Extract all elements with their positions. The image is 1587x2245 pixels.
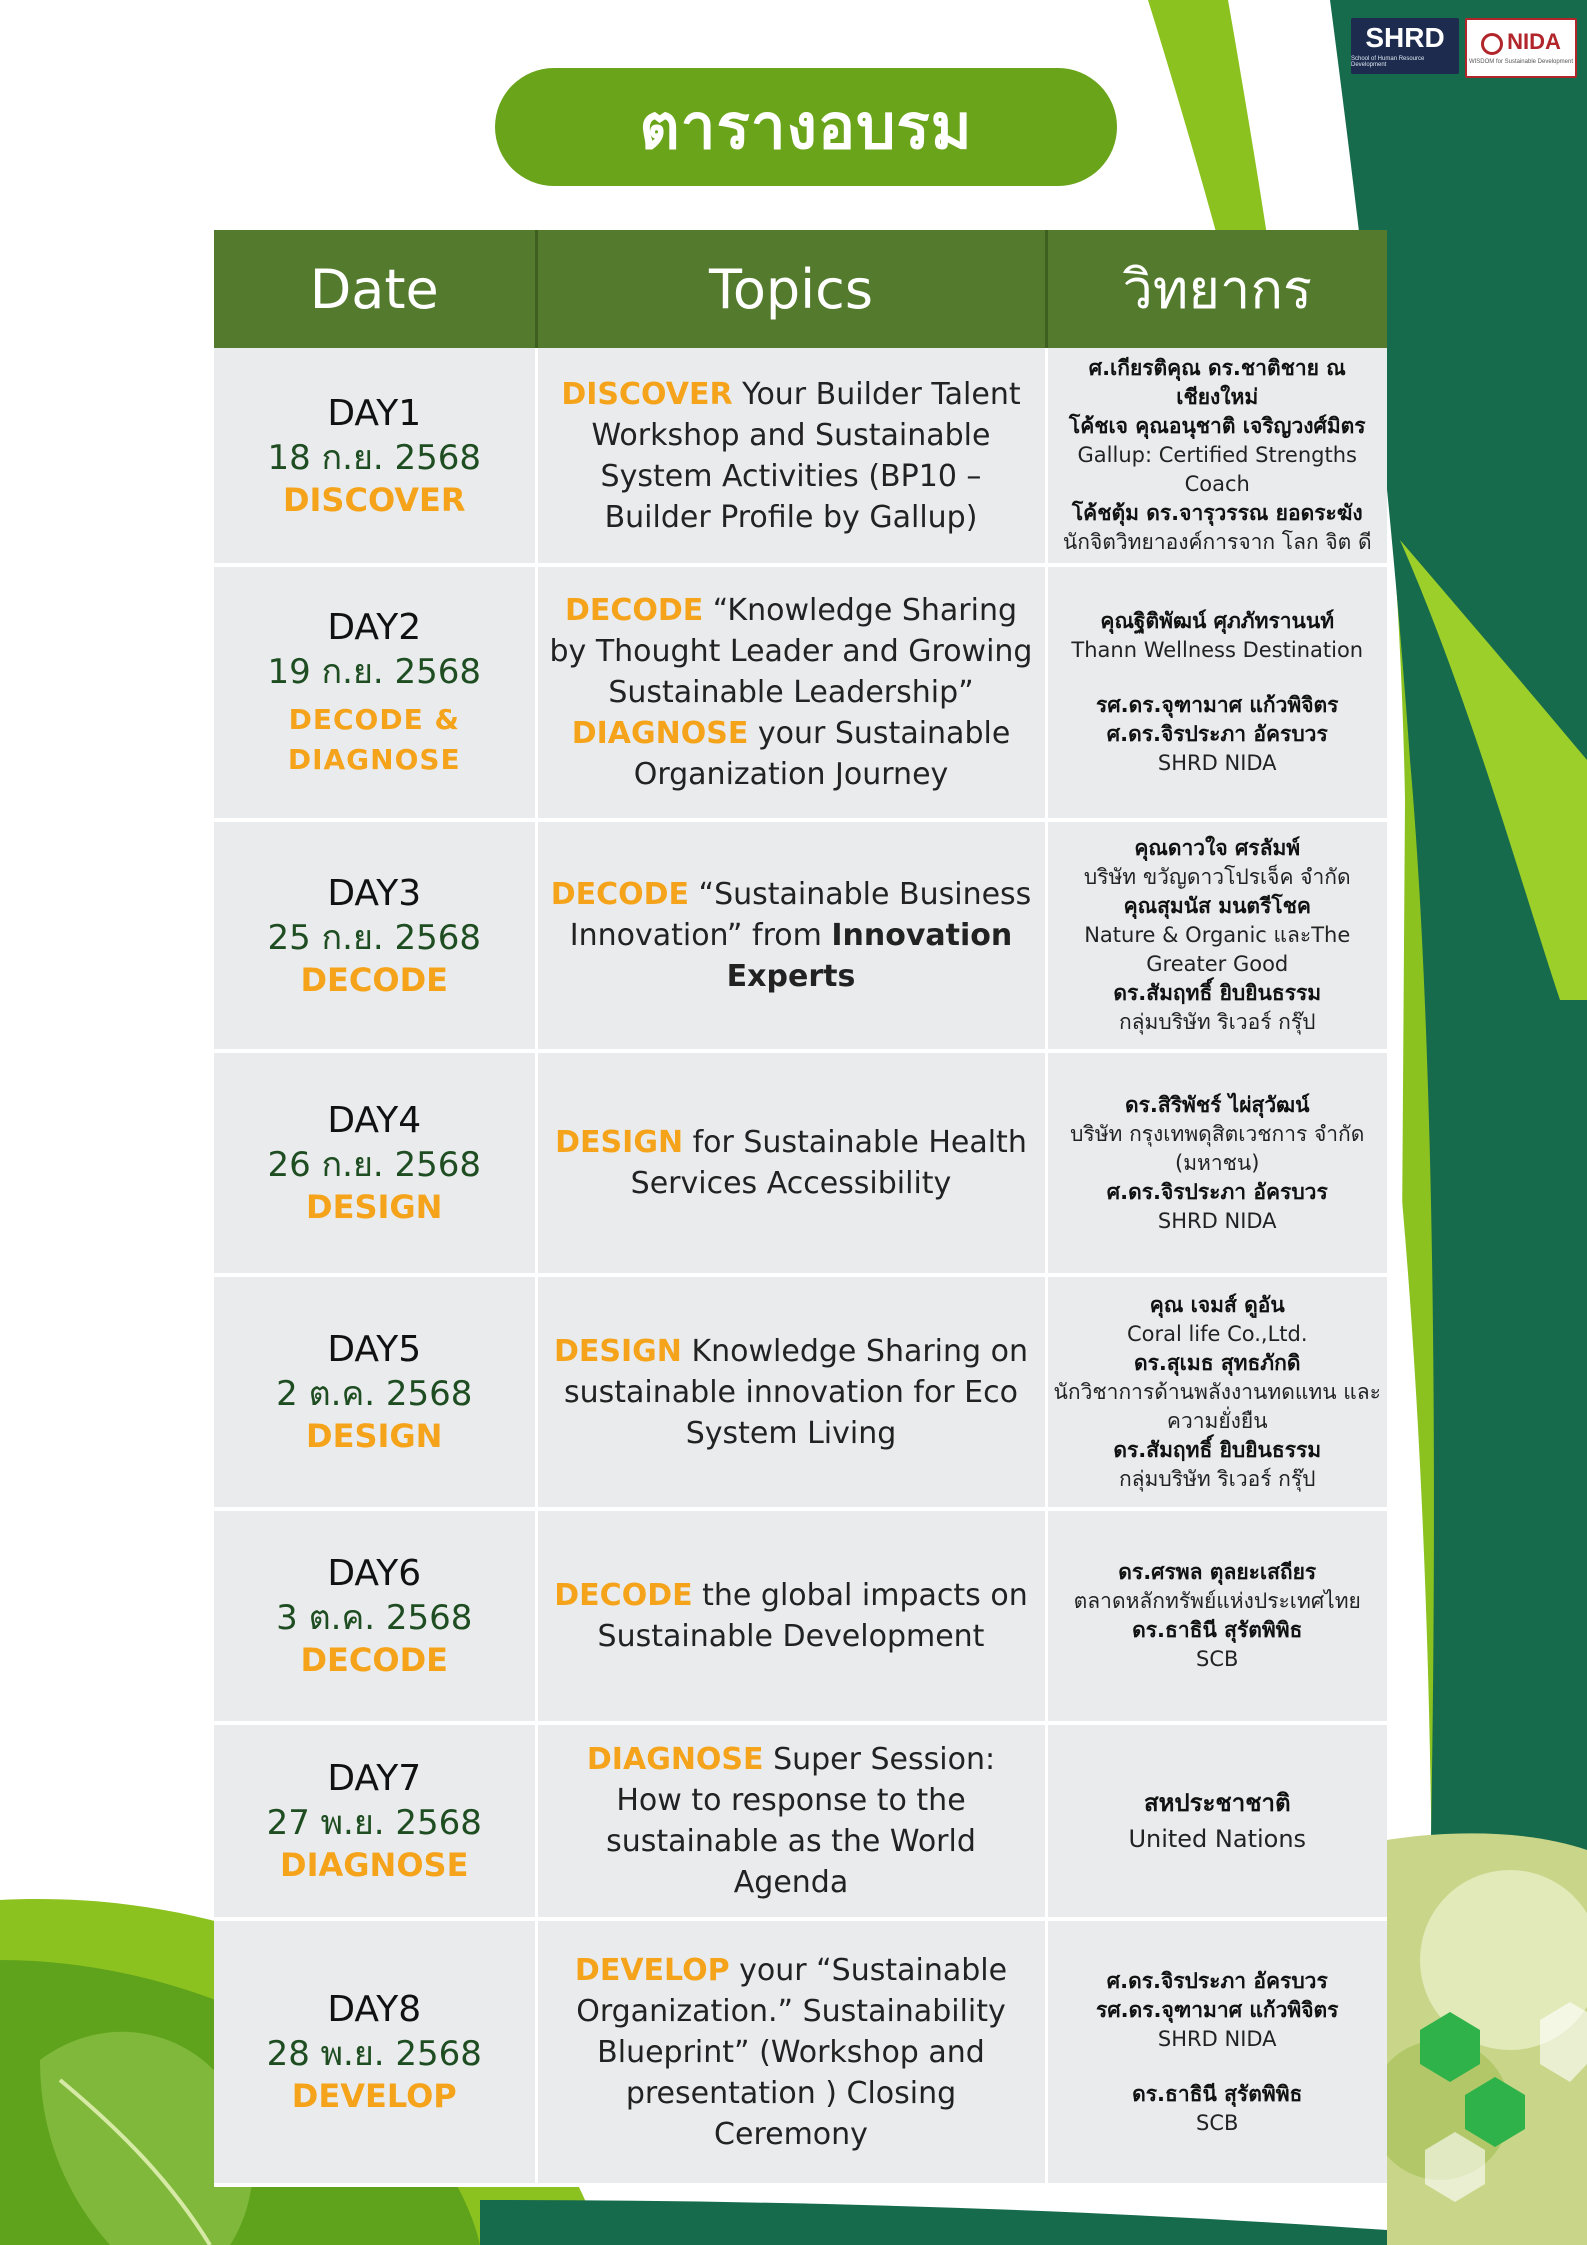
day-label: DAY5 [327,1329,422,1370]
date-cell [214,1919,536,2185]
speaker-affiliation: SHRD NIDA [1157,751,1277,775]
day-date: 27 พ.ย. 2568 [266,1803,482,1843]
header-speakers: วิทยากร [1046,230,1387,348]
speaker-affiliation: กลุ่มบริษัท ริเวอร์ กรุ๊ป [1118,1010,1316,1034]
topic-segment: Knowledge Sharing on sustainable innovation for Eco System Living [564,1333,1028,1451]
topic-cell [536,1509,1046,1723]
topic-text [550,374,1033,538]
speaker-name: โค้ชเจ คุณอนุชาติ เจริญวงศ์มิตร [1068,414,1366,438]
day-label: DAY1 [327,392,422,434]
dark-green-bottom [480,2200,1387,2245]
day-date: 3 ต.ค. 2568 [276,1598,473,1638]
day-phase: DESIGN [306,1417,443,1455]
speaker-name: รศ.ดร.จุฑามาศ แก้วพิจิตร [1096,1997,1339,2022]
topic-segment: Innovation Experts [726,918,1013,994]
day-phase: DESIGN [306,1188,443,1226]
topic-cell [536,565,1046,820]
date-cell [214,1051,536,1275]
speaker-affiliation: Thann Wellness Destination [1071,638,1364,662]
page-title: ตารางอบรม [495,68,1117,186]
topic-text [550,1122,1033,1204]
speaker-affiliation: Nature & Organic และThe Greater Good [1084,923,1351,976]
day-label: DAY2 [327,606,422,648]
speaker-affiliation: SCB [1196,1647,1239,1671]
topic-text [550,1950,1033,2155]
speakers-cell [1046,1723,1387,1919]
day-label: DAY7 [327,1758,422,1799]
day-phase: DECODE [300,960,449,999]
speaker-name: คุณ เจมส์ ดูอัน [1149,1292,1285,1317]
topic-keyword: DISCOVER [561,376,733,412]
header-topics: Topics [536,230,1046,348]
speakers-cell [1046,1051,1387,1275]
table-row [214,1509,1387,1723]
day-date: 26 ก.ย. 2568 [267,1145,482,1185]
topic-keyword: DECODE [554,1578,693,1613]
speaker-name: ศ.ดร.จิรประภา อัครบวร [1106,1179,1328,1204]
speaker-name: ดร.สัมฤทธิ์ ยิบยินธรรม [1113,1437,1322,1462]
speakers-cell [1046,348,1387,565]
nida-seal-icon [1481,33,1503,55]
nida-logo-text: NIDA [1507,29,1561,55]
topic-cell [536,348,1046,565]
topic-cell [536,1275,1046,1509]
speaker-name: ดร.ธาธินี สุรัตพิพิธ [1132,2081,1303,2106]
header-date: Date [214,230,536,348]
schedule-body [214,348,1387,2185]
speakers-cell [1046,1919,1387,2185]
day-phase: DECODE [300,1641,449,1679]
table-row [214,1275,1387,1509]
speaker-name: คุณดาวใจ ศรลัมพ์ [1134,836,1301,860]
speaker-name: สหประชาชาติ [1143,1789,1291,1817]
topic-keyword: DIAGNOSE [586,1742,764,1777]
day-date: 28 พ.ย. 2568 [266,2034,482,2074]
date-cell [214,820,536,1051]
topic-keyword: DECODE [564,593,704,628]
day-date: 19 ก.ย. 2568 [267,651,482,692]
date-cell [214,348,536,565]
topic-keyword: DIAGNOSE [571,716,749,751]
speakers-cell [1046,820,1387,1051]
table-row [214,348,1387,565]
table-row [214,1723,1387,1919]
day-phase: DIAGNOSE [280,1846,469,1884]
day-date: 18 ก.ย. 2568 [267,437,482,478]
shrd-logo-text: SHRD [1365,22,1445,53]
speaker-name: ศ.ดร.จิรประภา อัครบวร [1106,722,1328,746]
table-row [214,1051,1387,1275]
day-phase: DISCOVER [282,480,466,519]
speakers-cell [1046,565,1387,820]
topic-text [550,1739,1033,1903]
speaker-affiliation: SHRD NIDA [1157,2026,1277,2051]
day-phase: DECODE & DIAGNOSE [287,702,461,776]
speakers-cell [1046,1509,1387,1723]
topic-segment: Your Builder Talent Workshop and Sustainable System Activities (BP10 – Builder Profile by Gallup) [591,376,1021,535]
nida-logo [1465,18,1577,78]
speaker-affiliation: กลุ่มบริษัท ริเวอร์ กรุ๊ป [1118,1466,1316,1491]
topic-segment: for Sustainable Health Services Accessibility [630,1125,1027,1201]
speaker-name: ดร.สุเมธ สุทธภักดิ [1133,1350,1301,1375]
speaker-affiliation: ตลาดหลักทรัพย์แห่งประเทศไทย [1073,1589,1361,1613]
day-phase: DEVELOP [291,2077,457,2115]
speaker-name: ดร.สิริพัชร์ ไผ่สุวัฒน์ [1125,1092,1310,1117]
table-row [214,820,1387,1051]
speaker-affiliation: นักวิชาการด้านพลังงานทดแทน และความยั่งยืน [1053,1379,1381,1433]
topic-keyword: DESIGN [555,1125,684,1160]
speaker-affiliation: บริษัท กรุงเทพดุสิตเวชการ จำกัด (มหาชน) [1070,1121,1365,1175]
topic-text [550,1575,1033,1657]
topic-cell [536,1051,1046,1275]
shrd-logo-tagline: School of Human Resource Development [1351,56,1425,68]
speaker-affiliation: นักจิตวิทยาองค์การจาก โลก จิต ดี [1062,530,1372,554]
topic-segment: “Knowledge Sharing by Thought Leader and Growing Sustainable Leadership” [549,593,1033,710]
nida-logo-tagline: WISDOM for Sustainable Development [1468,58,1574,65]
table-row [214,1919,1387,2185]
day-date: 25 ก.ย. 2568 [267,917,482,958]
topic-segment: the global impacts on Sustainable Development [597,1578,1028,1654]
topic-segment: your “Sustainable Organization.” Sustainability Blueprint” (Workshop and presentation ) Closing Ceremony [576,1952,1008,2152]
topic-segment: “Sustainable Business Innovation” from [569,877,1032,953]
speaker-spacer [1054,665,1382,691]
topic-cell [536,1723,1046,1919]
date-cell [214,565,536,820]
logo-bar [1351,18,1577,78]
speaker-name: ดร.สัมฤทธิ์ ยิบยินธรรม [1113,981,1322,1005]
speaker-affiliation: SCB [1196,2110,1239,2135]
table-row [214,565,1387,820]
speaker-name: รศ.ดร.จุฑามาศ แก้วพิจิตร [1096,693,1339,717]
date-cell [214,1723,536,1919]
day-label: DAY8 [327,1989,422,2030]
speaker-affiliation: Coral life Co.,Ltd. [1126,1321,1308,1346]
day-date: 2 ต.ค. 2568 [276,1374,473,1414]
speaker-affiliation: SHRD NIDA [1157,1208,1277,1233]
topic-text [550,874,1033,997]
speaker-name: ดร.ศรพล ตุลยะเสถียร [1118,1560,1317,1584]
topic-segment: your Sustainable Organization Journey [633,716,1011,792]
topic-cell [536,820,1046,1051]
speaker-name: คุณฐิติพัฒน์ ศุภภัทรานนท์ [1100,609,1335,633]
speakers-cell [1046,1275,1387,1509]
topic-segment: Super Session: How to response to the sustainable as the World Agenda [606,1742,996,1900]
speaker-spacer [1054,2054,1382,2080]
topic-keyword: DESIGN [554,1333,682,1369]
date-cell [214,1275,536,1509]
speaker-affiliation: United Nations [1128,1825,1307,1853]
speaker-name: ดร.ธาธินี สุรัตพิพิธ [1132,1618,1303,1642]
topic-keyword: DECODE [550,877,689,912]
speaker-name: โค้ชตุ้ม ดร.จารุวรรณ ยอดระฆัง [1071,501,1363,525]
speaker-name: ศ.เกียรติคุณ ดร.ชาติชาย ณ เชียงใหม่ [1088,356,1346,409]
day-label: DAY6 [327,1553,422,1594]
day-label: DAY3 [327,872,422,914]
topic-cell [536,1919,1046,2185]
speaker-name: ศ.ดร.จิรประภา อัครบวร [1106,1968,1328,1993]
topic-text [550,1331,1033,1454]
speaker-affiliation: Gallup: Certified Strengths Coach [1077,443,1357,496]
shrd-logo [1351,18,1459,74]
table-header-row [214,230,1387,348]
day-label: DAY4 [327,1100,422,1141]
speaker-name: คุณสุมนัส มนตรีโชค [1123,894,1311,918]
speaker-affiliation: บริษัท ขวัญดาวโปรเจ็ค จำกัด [1083,865,1351,889]
topic-text [550,590,1033,795]
schedule-table [214,230,1387,2187]
date-cell [214,1509,536,1723]
topic-keyword: DEVELOP [574,1952,730,1988]
